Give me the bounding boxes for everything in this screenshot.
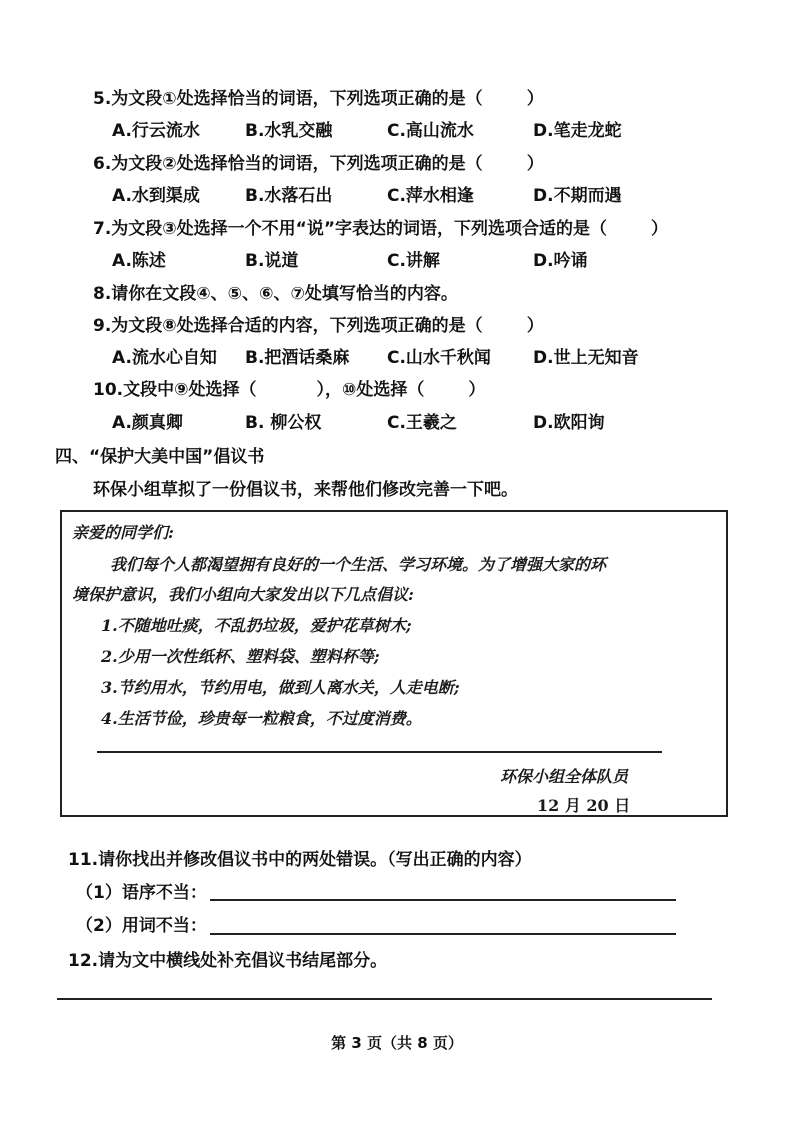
option-a: A.行云流水 (112, 121, 200, 141)
question-7-stem: 7.为文段③处选择一个不用“说”字表达的词语，下列选项合适的是（ (93, 219, 608, 239)
section-4-intro: 环保小组草拟了一份倡议书，来帮他们修改完善一下吧。 (93, 480, 518, 500)
paren-close: ） (468, 380, 486, 400)
question-5 (93, 88, 544, 110)
option-c: C.高山流水 (387, 121, 474, 141)
option-a: A.陈述 (112, 251, 166, 271)
option-b: B.把酒话桑麻 (245, 348, 350, 368)
letter-item-2: 2.少用一次性纸杯、塑料袋、塑料杯等; (101, 647, 380, 666)
question-10-part2: ），⑩处选择（ (316, 380, 425, 400)
option-b: B.水乳交融 (245, 121, 333, 141)
page-number: 第 3 页（共 8 页） (331, 1034, 463, 1052)
option-b: B. 柳公权 (245, 413, 322, 433)
option-b: B.说道 (245, 251, 299, 271)
question-5-stem: 5.为文段①处选择恰当的词语，下列选项正确的是（ (93, 89, 483, 109)
option-d: D.欧阳询 (533, 413, 605, 433)
option-c: C.王羲之 (387, 413, 457, 433)
paren-close: ） (526, 89, 544, 109)
option-a: A.流水心自知 (112, 348, 217, 368)
letter-item-1: 1.不随地吐痰，不乱扔垃圾，爱护花草树木; (101, 616, 412, 635)
option-c: C.山水千秋闻 (387, 348, 491, 368)
question-9-stem: 9.为文段⑧处选择合适的内容，下列选项正确的是（ (93, 316, 483, 336)
answer-line-12[interactable] (57, 998, 712, 1000)
question-7 (93, 218, 668, 240)
paren-close: ） (526, 154, 544, 174)
option-d: D.世上无知音 (533, 348, 639, 368)
letter-body-line-1: 我们每个人都渴望拥有良好的一个生活、学习环境。为了增强大家的环 (110, 555, 607, 574)
section-4-title: 四、“保护大美中国”倡议书 (55, 447, 265, 467)
question-11: 11.请你找出并修改倡议书中的两处错误。（写出正确的内容） (68, 850, 532, 870)
answer-line-2[interactable] (210, 933, 676, 935)
option-d: D.不期而遇 (533, 186, 622, 206)
paren-close: ） (651, 219, 669, 239)
option-d: D.笔走龙蛇 (533, 121, 622, 141)
letter-date: 12 月 20 日 (537, 796, 631, 815)
question-9 (93, 315, 544, 337)
option-a: A.颜真卿 (112, 413, 183, 433)
option-d: D.吟诵 (533, 251, 588, 271)
question-6-stem: 6.为文段②处选择恰当的词语，下列选项正确的是（ (93, 154, 483, 174)
question-8: 8.请你在文段④、⑤、⑥、⑦处填写恰当的内容。 (93, 284, 458, 304)
question-11-sub-1: （1）语序不当： (76, 883, 207, 903)
option-c: C.萍水相逢 (387, 186, 474, 206)
paren-close: ） (526, 316, 544, 336)
question-10 (93, 379, 485, 401)
letter-item-3: 3.节约用水，节约用电，做到人离水关，人走电断; (101, 678, 460, 697)
letter-blank-line[interactable] (97, 751, 662, 753)
letter-salutation: 亲爱的同学们: (72, 523, 174, 542)
letter-item-4: 4.生活节俭，珍贵每一粒粮食，不过度消费。 (101, 709, 422, 728)
question-12: 12.请为文中横线处补充倡议书结尾部分。 (68, 951, 388, 971)
answer-line-1[interactable] (210, 899, 676, 901)
option-a: A.水到渠成 (112, 186, 200, 206)
question-11-sub-2: （2）用词不当： (76, 916, 207, 936)
question-10-part1: 10.文段中⑨处选择（ (93, 380, 257, 400)
letter-signature: 环保小组全体队员 (500, 767, 629, 786)
letter-body-line-2: 境保护意识，我们小组向大家发出以下几点倡议: (72, 585, 414, 604)
question-6 (93, 153, 544, 175)
option-c: C.讲解 (387, 251, 440, 271)
option-b: B.水落石出 (245, 186, 333, 206)
